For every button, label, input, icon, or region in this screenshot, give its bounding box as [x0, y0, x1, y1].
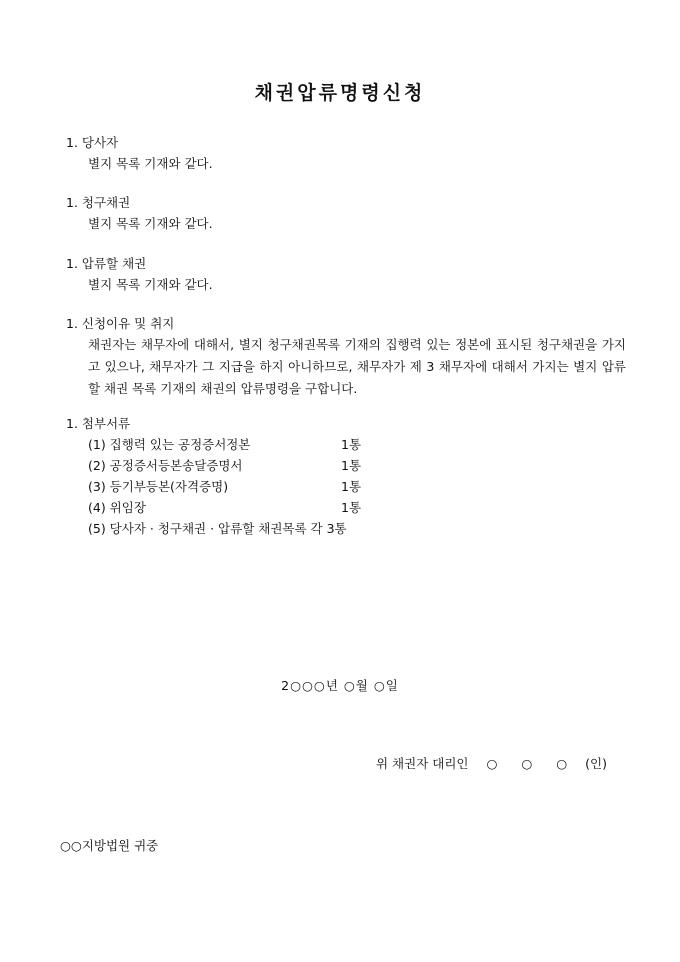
section-attachments — [66, 414, 626, 539]
section-heading: 1. 신청이유 및 취지 — [66, 316, 175, 331]
section-parties — [66, 133, 626, 174]
attachment-count: 1통 — [341, 458, 362, 473]
section-body: 별지 목록 기재와 같다. — [88, 216, 213, 231]
seal-mark: (인) — [585, 756, 607, 771]
list-item — [88, 434, 626, 455]
list-item — [88, 518, 626, 539]
section-seizure — [66, 254, 626, 295]
section-claim — [66, 193, 626, 234]
document-date: 2○○○년 ○월 ○일 — [281, 678, 399, 693]
section-heading: 1. 당사자 — [66, 135, 119, 150]
section-heading: 1. 청구채권 — [66, 195, 131, 210]
section-body: 별지 목록 기재와 같다. — [88, 277, 213, 292]
list-item — [88, 476, 626, 497]
document-title: 채권압류명령신청 — [254, 82, 426, 104]
attachment-name: (5) 당사자 · 청구채권 · 압류할 채권목록 각 3통 — [88, 521, 347, 536]
attachment-name: (3) 등기부등본(자격증명) — [88, 479, 229, 494]
attachment-count: 1통 — [341, 500, 362, 515]
attachment-count: 1통 — [341, 479, 362, 494]
attachment-name: (2) 공정증서등본송달증명서 — [88, 458, 243, 473]
signature-label: 위 채권자 대리인 — [376, 756, 469, 771]
attachment-name: (4) 위임장 — [88, 500, 146, 515]
section-heading: 1. 압류할 채권 — [66, 256, 147, 271]
section-heading: 1. 첨부서류 — [66, 416, 131, 431]
list-item — [88, 455, 626, 476]
section-reason — [66, 314, 626, 400]
attachment-list — [66, 434, 626, 539]
section-body: 별지 목록 기재와 같다. — [88, 156, 213, 171]
attachment-name: (1) 집행력 있는 공정증서정본 — [88, 437, 251, 452]
signature-line — [376, 754, 607, 772]
signature-name: ○ ○ ○ — [486, 756, 578, 771]
attachment-count: 1통 — [341, 437, 362, 452]
court-addressee: ○○지방법원 귀중 — [60, 838, 159, 853]
section-body: 채권자는 채무자에 대해서, 별지 청구채권목록 기재의 집행력 있는 정본에 표시된 청구채권을 가지고 있으나, 채무자가 그 지급을 하지 아니하므로, 채무자가 제 3 채무자에 대해서 가지는 별지 압류할 채권 목록 기재의 채권의 압류명령을 구합니다. — [88, 337, 626, 396]
list-item — [88, 497, 626, 518]
